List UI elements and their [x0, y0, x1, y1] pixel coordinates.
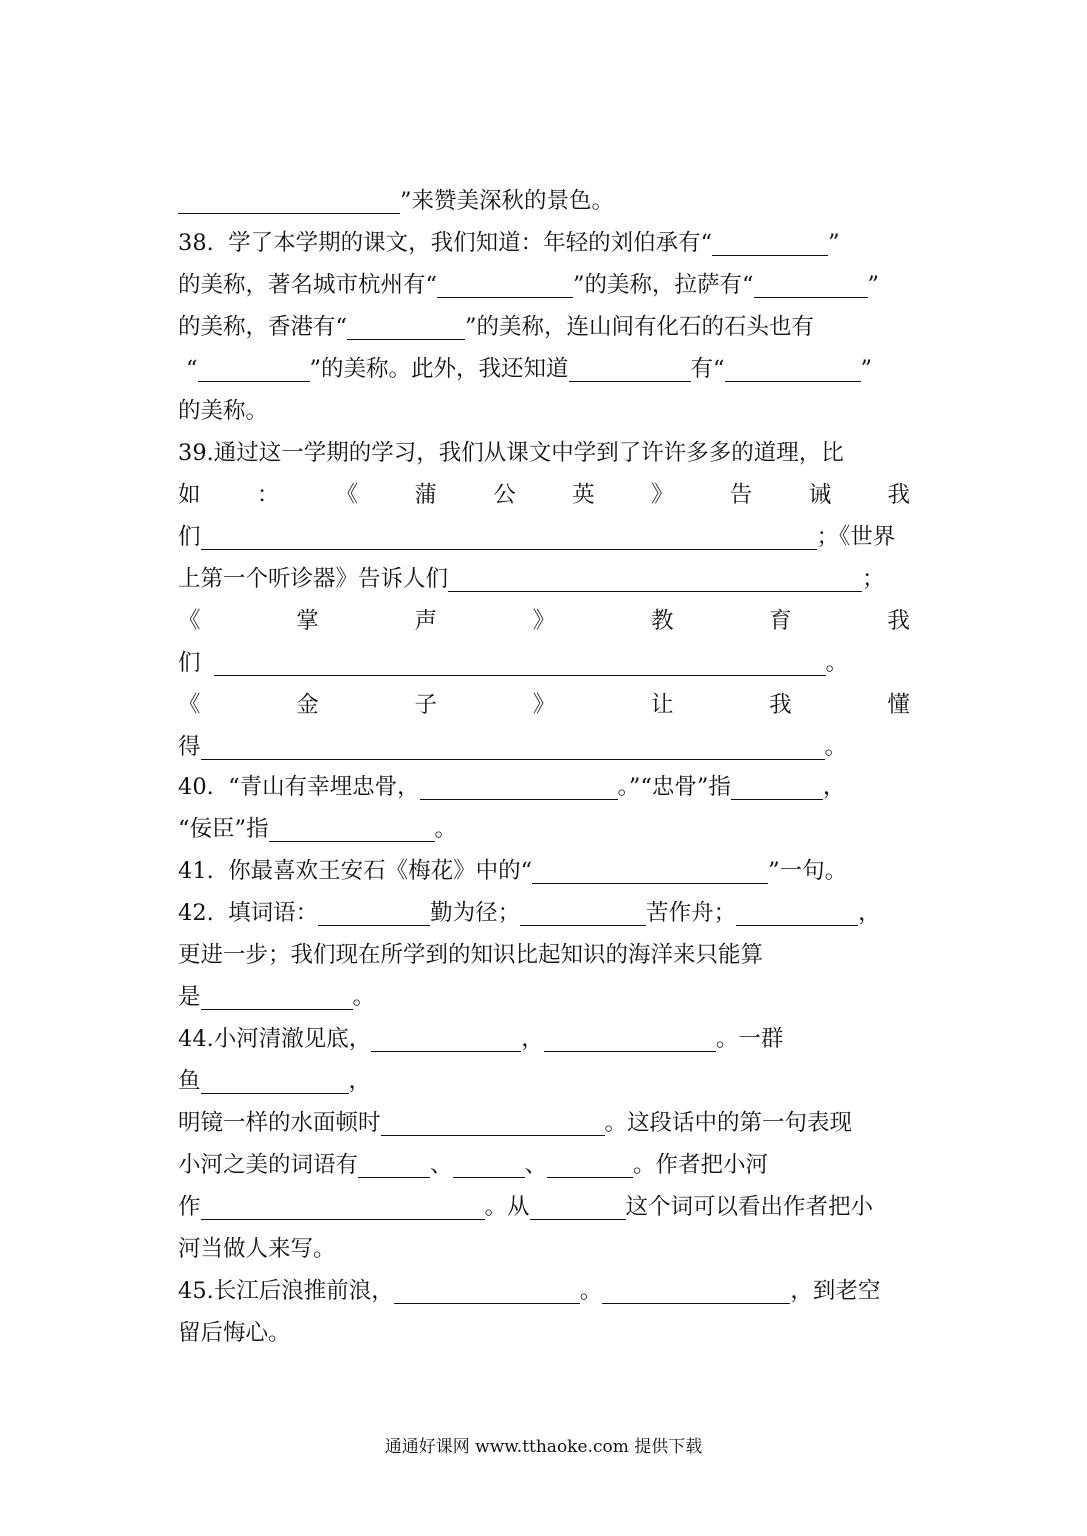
- line-text: 的美称，著名城市杭州有“: [178, 272, 438, 298]
- line-text: 上第一个听诊器》告诉人们: [178, 566, 449, 592]
- question-39-line-7: [178, 684, 910, 726]
- line-text: 是: [178, 984, 201, 1010]
- line-text: 》: [532, 608, 556, 634]
- question-38-line-2: [178, 264, 910, 306]
- line-text: 留后悔心。: [178, 1320, 291, 1346]
- question-42-line-2: [178, 934, 910, 976]
- line-text: 有“: [690, 356, 725, 382]
- answer-blank[interactable]: [318, 897, 430, 926]
- line-text: 公: [493, 482, 516, 508]
- line-text: 、: [430, 1152, 453, 1178]
- question-38-line-1: [178, 222, 910, 264]
- line-text: ”的美称，拉萨有“: [573, 272, 754, 298]
- answer-blank[interactable]: [201, 521, 817, 550]
- answer-blank[interactable]: [371, 1023, 521, 1052]
- answer-blank[interactable]: [198, 353, 310, 382]
- answer-blank[interactable]: [736, 897, 858, 926]
- line-text: 育: [769, 608, 792, 634]
- answer-blank[interactable]: [712, 227, 828, 256]
- line-text: “: [186, 356, 198, 382]
- line-text: 45.长江后浪推前浪，: [178, 1278, 394, 1304]
- line-text: 40. “青山有幸埋忠骨，: [178, 774, 420, 800]
- line-text: 》: [532, 692, 556, 718]
- answer-blank[interactable]: [201, 731, 825, 760]
- question-44-line-2: [178, 1060, 910, 1102]
- question-39-line-8: [178, 726, 910, 768]
- question-44-line-3: [178, 1102, 910, 1144]
- answer-blank[interactable]: [569, 353, 691, 382]
- line-text: 苦作舟；: [646, 900, 737, 926]
- answer-blank[interactable]: [520, 897, 646, 926]
- page-footer: 通通好课网 www.tthaoke.com 提供下载: [384, 1437, 703, 1457]
- line-text: ”: [867, 272, 880, 298]
- line-text: 。这段话中的第一句表现: [604, 1110, 853, 1136]
- question-39-line-2: [178, 474, 910, 516]
- line-text: 们: [178, 650, 201, 676]
- line-text: 更进一步；我们现在所学到的知识比起知识的海洋来只能算: [178, 942, 764, 968]
- question-44-line-4: [178, 1144, 910, 1186]
- question-38-line-4: [178, 348, 910, 390]
- line-text: 这个词可以看出作者把小: [625, 1194, 874, 1220]
- line-text: ”: [860, 356, 873, 382]
- answer-blank[interactable]: [201, 1065, 349, 1094]
- line-text: ”一句。: [768, 858, 848, 884]
- line-text: ”来赞美深秋的景色。: [400, 188, 615, 214]
- answer-blank[interactable]: [448, 563, 862, 592]
- question-40-line-1: [178, 766, 910, 808]
- question-44-line-6: [178, 1228, 910, 1270]
- answer-blank[interactable]: [544, 1023, 716, 1052]
- line-text: 。从: [484, 1194, 530, 1220]
- answer-blank[interactable]: [602, 1275, 790, 1304]
- question-45-line-2: [178, 1312, 910, 1354]
- line-text: 。作者把小河: [633, 1152, 769, 1178]
- line-text: 。: [579, 1278, 603, 1304]
- line-text: ，: [521, 1026, 544, 1052]
- question-42-line-3: [178, 976, 910, 1018]
- line-text: 》: [650, 482, 674, 508]
- line-text: 。: [824, 734, 848, 760]
- question-39-line-6: [178, 642, 910, 684]
- line-text: 声: [414, 608, 437, 634]
- answer-blank[interactable]: [453, 1149, 525, 1178]
- question-39-line-1: [178, 432, 910, 474]
- line-text: 鱼: [178, 1068, 201, 1094]
- question-39-line-3: [178, 516, 910, 558]
- line-text: 掌: [296, 608, 319, 634]
- line-text: ”的美称。此外，我还知道: [309, 356, 569, 382]
- line-text: 河当做人来写。: [178, 1236, 336, 1262]
- line-text: 如: [178, 482, 201, 508]
- line-text: 作: [178, 1194, 201, 1220]
- line-text: 。一群: [715, 1026, 784, 1052]
- answer-blank[interactable]: [178, 185, 400, 214]
- line-text: 我: [769, 692, 792, 718]
- line-text: 金: [296, 692, 319, 718]
- answer-blank[interactable]: [437, 269, 573, 298]
- answer-blank[interactable]: [201, 1191, 485, 1220]
- answer-blank[interactable]: [731, 771, 823, 800]
- line-text: 英: [572, 482, 595, 508]
- answer-blank[interactable]: [532, 855, 768, 884]
- line-text: ，: [822, 774, 846, 800]
- answer-blank[interactable]: [420, 771, 618, 800]
- answer-blank[interactable]: [530, 1191, 626, 1220]
- question-41-line-1: [178, 850, 910, 892]
- line-text: ，: [858, 900, 881, 926]
- answer-blank[interactable]: [394, 1275, 580, 1304]
- question-45-line-1: [178, 1270, 910, 1312]
- line-text: 《: [335, 482, 359, 508]
- question-42-line-1: [178, 892, 910, 934]
- line-text: 告: [729, 482, 753, 508]
- question-38-line-3: [178, 306, 910, 348]
- line-text: 让: [650, 692, 674, 718]
- answer-blank[interactable]: [381, 1107, 605, 1136]
- line-text: 得: [178, 734, 201, 760]
- answer-blank[interactable]: [358, 1149, 430, 1178]
- line-text: 42. 填词语：: [178, 900, 319, 926]
- line-text: 小河之美的词语有: [178, 1152, 359, 1178]
- line-text: 教: [650, 608, 674, 634]
- line-text: 。: [434, 816, 458, 842]
- question-40-line-2: [178, 808, 910, 850]
- line-text: ”: [828, 230, 840, 256]
- line-text: ：: [256, 482, 280, 508]
- line-text: 的美称，香港有“: [178, 314, 348, 340]
- line-text: 、: [524, 1152, 548, 1178]
- line-text: 我: [887, 482, 910, 508]
- answer-blank[interactable]: [201, 981, 353, 1010]
- answer-blank[interactable]: [214, 647, 826, 676]
- question-39-line-4: [178, 558, 910, 600]
- line-text: 的美称。: [178, 398, 269, 424]
- line-text: 38. 学了本学期的课文，我们知道：年轻的刘伯承有“: [178, 230, 713, 256]
- line-text: “佞臣”指: [178, 816, 269, 842]
- question-39-line-5: [178, 600, 910, 642]
- line-text: 明镜一样的水面顿时: [178, 1110, 381, 1136]
- line-text: ；《世界: [816, 524, 896, 550]
- line-text: 们: [178, 524, 201, 550]
- line-text: 39.通过这一学期的学习，我们从课文中学到了许许多多的道理，比: [178, 440, 844, 466]
- line-text: 诫: [808, 482, 832, 508]
- line-text: 懂: [887, 692, 910, 718]
- answer-blank[interactable]: [347, 311, 465, 340]
- line-text: ，到老空: [790, 1278, 881, 1304]
- question-44-line-1: [178, 1018, 910, 1060]
- line-text: 子: [414, 692, 437, 718]
- line-text: 我: [887, 608, 910, 634]
- answer-blank[interactable]: [725, 353, 861, 382]
- line-text: ；: [862, 566, 885, 592]
- line-text: 勤为径；: [430, 900, 521, 926]
- line-text: 《: [178, 608, 201, 634]
- line-text: 。: [352, 984, 376, 1010]
- line-text: 44.小河清澈见底，: [178, 1026, 372, 1052]
- line-text: 。: [825, 650, 849, 676]
- line-text: 。”“忠骨”指: [617, 774, 731, 800]
- answer-blank[interactable]: [269, 813, 435, 842]
- text-line: [178, 180, 910, 222]
- question-38-line-5: [178, 390, 910, 432]
- line-text: ”的美称，连山间有化石的石头也有: [465, 314, 815, 340]
- line-text: 《: [178, 692, 201, 718]
- line-text: 蒲: [414, 482, 437, 508]
- question-44-line-5: [178, 1186, 910, 1228]
- answer-blank[interactable]: [754, 269, 868, 298]
- line-text: ，: [348, 1068, 372, 1094]
- line-text: 41. 你最喜欢王安石《梅花》中的“: [178, 858, 533, 884]
- answer-blank[interactable]: [547, 1149, 633, 1178]
